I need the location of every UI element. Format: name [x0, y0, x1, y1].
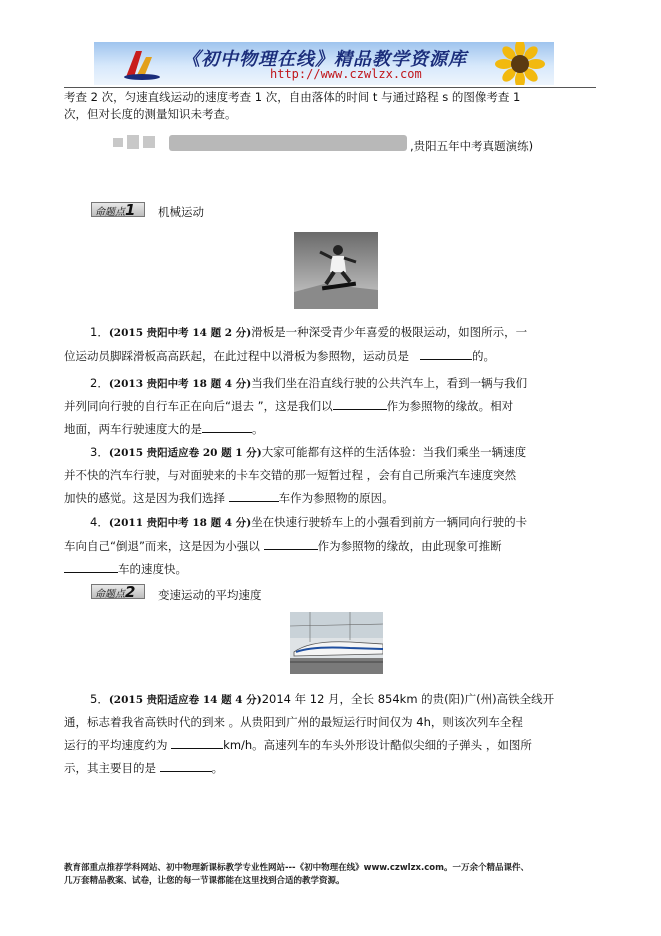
q4-text-2b: 作为参照物的缘故，由此现象可推断	[317, 539, 502, 553]
q1-source: (2015 贵阳中考 14 题 2 分)	[108, 327, 252, 339]
q3-source: (2015 贵阳适应卷 20 题 1 分)	[108, 447, 262, 459]
q4-number: 4．	[90, 515, 109, 529]
q2-text-2a: 并列同向行驶的自行车正在向后“退去 ”，这是我们以	[64, 399, 333, 413]
banner-url[interactable]: http://www.czwlzx.com	[270, 67, 422, 81]
topic-1-title: 机械运动	[158, 205, 204, 219]
q5-answer-blank-1[interactable]	[171, 736, 223, 749]
q3-text-1: 大家可能都有这样的生活体验：当我们乘坐一辆速度	[261, 445, 527, 459]
q2-text-1: 当我们坐在沿直线行驶的公共汽车上，看到一辆与我们	[251, 376, 528, 390]
q2-text-3b: 。	[252, 422, 264, 436]
q2-source: (2013 贵阳中考 18 题 4 分)	[108, 378, 252, 390]
question-2-line-2	[64, 395, 598, 418]
q3-text-3b: 车作为参照物的原因。	[278, 491, 394, 505]
q3-text-3a: 加快的感觉。这是因为我们选择	[64, 491, 225, 505]
intro-line-1: 考查 2 次，匀速直线运动的速度考查 1 次，自由落体的时间 t 与通过路程 s 的图像考查 1	[64, 90, 521, 104]
high-speed-train-photo	[290, 612, 383, 674]
question-3	[90, 441, 598, 465]
brand-logo-icon	[122, 47, 162, 81]
q1-number: 1．	[90, 325, 109, 339]
q5-source: (2015 贵阳适应卷 14 题 4 分)	[108, 694, 262, 706]
question-3-line-2: 并不快的汽车行驶，与对面驶来的卡车交错的那一短暂过程 ，会有自己所乘汽车速度突然	[64, 468, 517, 482]
skateboarder-photo	[294, 232, 378, 309]
question-2	[90, 372, 598, 396]
q5-number: 5．	[90, 692, 109, 706]
q5-text-4b: 。	[211, 761, 224, 775]
page-footer	[64, 862, 604, 888]
q1-text-1: 滑板是一种深受青少年喜爱的极限运动，如图所示，一	[251, 325, 528, 339]
q5-answer-blank-2[interactable]	[160, 759, 212, 772]
q1-text-2: 位运动员脚踩滑板高高跃起，在此过程中以滑板为参照物，运动员是	[64, 349, 409, 363]
question-2-line-3	[64, 418, 598, 441]
topic-badge-label: 命题点	[95, 589, 125, 600]
q4-text-1: 坐在快速行驶轿车上的小强看到前方一辆同向行驶的卡	[251, 515, 528, 529]
topic-badge-1	[91, 202, 145, 217]
q4-text-2a: 车向自己“倒退”而来，这是因为小强以	[64, 539, 260, 553]
q4-source: (2011 贵阳中考 18 题 4 分)	[108, 517, 252, 529]
footer-line-1: 教育部重点推荐学科网站、初中物理新课标教学专业性网站---《初中物理在线》www.czwlzx.com。一万余个精品课件、	[64, 863, 529, 873]
header-rule	[64, 87, 596, 88]
q1-text-3: 的。	[471, 349, 495, 363]
question-4	[90, 511, 598, 535]
q5-text-3a: 运行的平均速度约为	[64, 738, 168, 752]
q3-answer-blank[interactable]	[229, 489, 279, 502]
q5-text-1: 2014 年 12 月，全长 854km 的贵(阳)广(州)高铁全线开	[261, 692, 555, 706]
question-5	[90, 688, 598, 712]
q4-answer-blank-2[interactable]	[64, 560, 118, 573]
banner-title: 《初中物理在线》精品教学资源库	[182, 49, 467, 70]
q1-answer-blank[interactable]	[420, 347, 472, 360]
q2-text-2b: 作为参照物的缘故。相对	[386, 399, 514, 413]
topic-2-title: 变速运动的平均速度	[158, 588, 262, 602]
question-3-line-3	[64, 487, 598, 510]
header-banner	[94, 42, 554, 85]
footer-line-2: 几万套精品教案、试卷，让您的每一节课都能在这里找到合适的教学资源。	[64, 876, 345, 886]
question-4-line-3	[64, 558, 598, 581]
sunflower-icon	[490, 42, 550, 85]
intro-line-2: 次，但对长度的测量知识未考查。	[64, 107, 237, 121]
question-1-line-2	[64, 345, 598, 368]
section-heading: ,贵阳五年中考真题演练)	[410, 139, 534, 153]
q2-number: 2．	[90, 376, 109, 390]
q2-answer-blank-1[interactable]	[333, 397, 387, 410]
q4-answer-blank-1[interactable]	[264, 537, 318, 550]
q5-text-4a: 示，其主要目的是	[64, 761, 156, 775]
question-5-line-3	[64, 734, 598, 757]
q4-text-3: 车的速度快。	[118, 562, 187, 576]
topic-badge-number: 2	[125, 583, 136, 601]
topic-badge-number: 1	[125, 201, 136, 219]
question-5-line-2: 通，标志着我省高铁时代的到来 。从贵阳到广州的最短运行时间仅为 4h，则该次列车全程	[64, 715, 523, 729]
topic-badge-2	[91, 584, 145, 599]
section-banner	[113, 135, 413, 149]
q2-answer-blank-2[interactable]	[202, 420, 252, 433]
q5-text-3b: km/h。高速列车的车头外形设计酷似尖细的子弹头 ，如图所	[223, 738, 532, 752]
q2-text-3a: 地面，两车行驶速度大的是	[64, 422, 202, 436]
question-1	[90, 321, 598, 345]
q3-number: 3．	[90, 445, 109, 459]
topic-badge-label: 命题点	[95, 207, 125, 218]
question-5-line-4	[64, 757, 598, 780]
question-4-line-2	[64, 535, 598, 558]
